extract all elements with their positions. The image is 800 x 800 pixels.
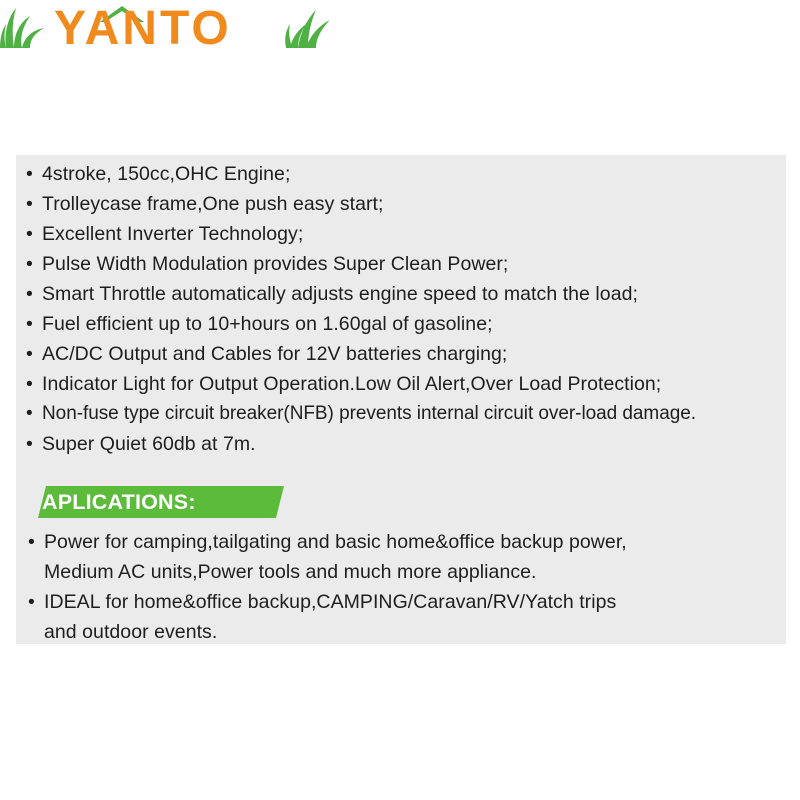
applications-list [18,527,627,647]
spec-panel [16,155,786,644]
list-item: • Pulse Width Modulation provides Super Clean Power; [16,249,696,279]
list-item-line: and outdoor events. [44,621,218,643]
list-item: • AC/DC Output and Cables for 12V batteries charging; [16,339,696,369]
applications-banner [38,486,284,518]
list-item: • Excellent Inverter Technology; [16,219,696,249]
svg-text:YANTO: YANTO [54,2,232,52]
list-item-line: Medium AC units,Power tools and much more appliance. [44,561,537,583]
list-item-line: • IDEAL for home&office backup,CAMPING/Caravan/RV/Yatch trips [44,591,617,613]
list-item [18,587,627,647]
list-item: • Indicator Light for Output Operation.Low Oil Alert,Over Load Protection; [16,369,696,399]
list-item: • 4stroke, 150cc,OHC Engine; [16,159,696,189]
list-item: • Non-fuse type circuit breaker(NFB) prevents internal circuit over-load damage. [16,399,696,429]
list-item: • Fuel efficient up to 10+hours on 1.60gal of gasoline; [16,309,696,339]
list-item: • Super Quiet 60db at 7m. [16,429,696,459]
list-item: • Smart Throttle automatically adjusts engine speed to match the load; [16,279,696,309]
brand-logo [0,0,340,60]
list-item [18,527,627,587]
feature-list [16,159,696,459]
list-item-line: • Power for camping,tailgating and basic home&office backup power, [44,531,627,553]
applications-heading: APLICATIONS: [42,490,196,514]
list-item: • Trolleycase frame,One push easy start; [16,189,696,219]
yanto-logo [52,0,282,52]
